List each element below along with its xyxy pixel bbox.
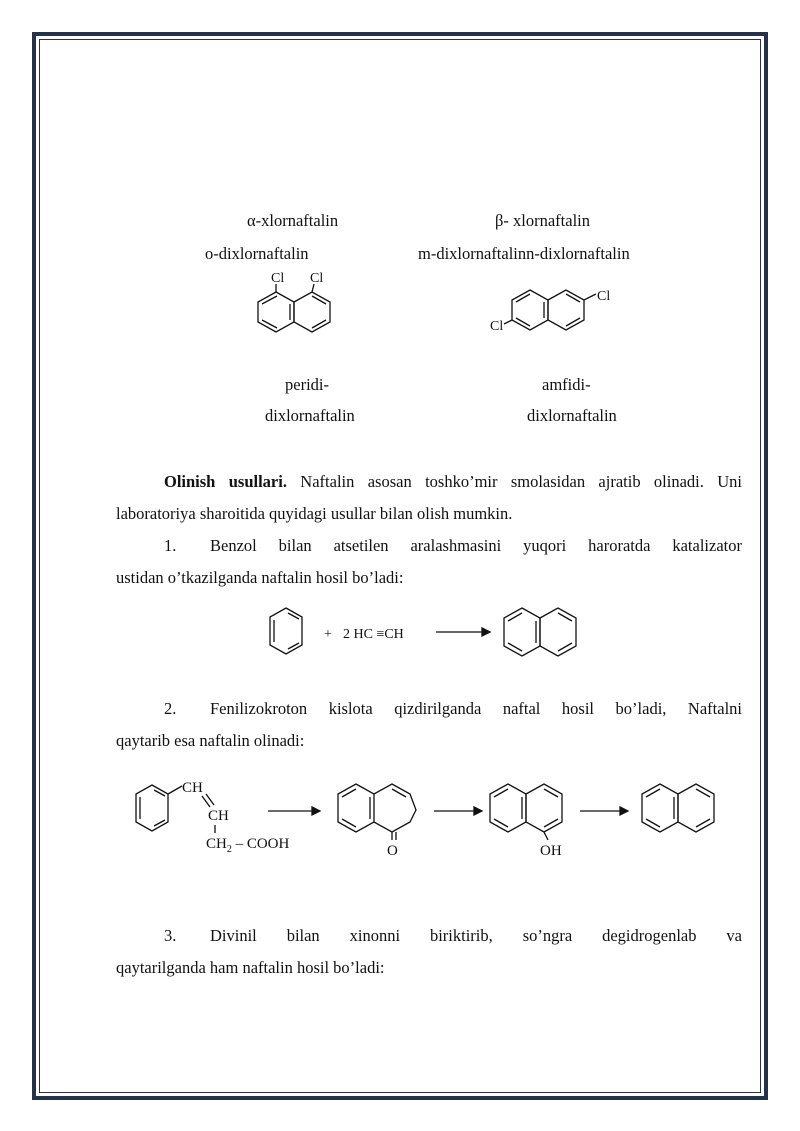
section-intro-text: Naftalin asosan toshko’mir smolasidan ajratib olinadi. Uni laboratoriya sharoitida quyidagi usullar bilan olish mumkin.	[116, 472, 742, 523]
reaction-2-hydroxyl: OH	[540, 843, 562, 859]
peri-cl-2: Cl	[310, 271, 324, 286]
reaction-1-plus: +	[324, 627, 332, 642]
amfi-label-line2: dixlornaftalin	[527, 406, 617, 425]
method-3-line1: Divinil bilan xinonni biriktirib, so’ngra degidrogenlab va	[210, 926, 742, 945]
beta-chloronaphthalene-label: β- xlornaftalin	[495, 211, 590, 230]
method-3	[116, 920, 742, 984]
peri-label-line1: peridi-	[285, 375, 329, 394]
peri-cl-1: Cl	[271, 271, 285, 286]
method-1-line2: ustidan o’tkazilganda naftalin hosil bo’ladi:	[116, 568, 404, 587]
method-3-number: 3.	[164, 926, 177, 945]
naphthalene-product-left-ring	[504, 608, 540, 656]
amphi-dichloronaphthalene-structure	[490, 280, 630, 340]
peri-dichloronaphthalene-structure	[250, 268, 350, 338]
method-2	[116, 693, 742, 757]
method-2-line2: qaytarib esa naftalin olinadi:	[116, 731, 305, 750]
amphi-cl-right: Cl	[597, 289, 611, 304]
ortho-dichloronaphthalene-label: o-dixlornaftalin	[205, 244, 309, 263]
amfi-label-line1: amfidi-	[542, 375, 591, 394]
reaction-1-scheme	[260, 600, 600, 670]
method-1-number: 1.	[164, 536, 177, 555]
alpha-chloronaphthalene-label: α-xlornaftalin	[247, 211, 339, 230]
peri-label-line2: dixlornaftalin	[265, 406, 355, 425]
meta-para-dichloronaphthalene-label: m-dixlornaftalinn-dixlornaftalin	[418, 244, 630, 263]
reaction-2-ch-1: CH	[182, 780, 203, 796]
method-1	[116, 530, 742, 594]
reaction-2-ch-2: CH	[208, 808, 229, 824]
method-2-line1: Fenilizokroton kislota qizdirilganda naftal hosil bo’ladi, Naftalni	[210, 699, 742, 718]
section-heading: Olinish usullari.	[164, 472, 287, 491]
preparation-intro-paragraph	[116, 466, 742, 530]
reaction-2-oxygen: O	[387, 843, 398, 859]
method-2-number: 2.	[164, 699, 177, 718]
benzene-ring	[270, 608, 302, 654]
reaction-2-scheme	[130, 770, 730, 865]
method-3-line2: qaytarilganda ham naftalin hosil bo’ladi:	[116, 958, 385, 977]
reaction-2-ch2-cooh: $CH_2$ – COOH	[206, 836, 290, 855]
amphi-cl-left: Cl	[490, 319, 504, 334]
reaction-1-acetylene: 2 HC ≡CH	[343, 627, 404, 642]
method-1-line1: Benzol bilan atsetilen aralashmasini yuqori haroratda katalizator	[210, 536, 742, 555]
